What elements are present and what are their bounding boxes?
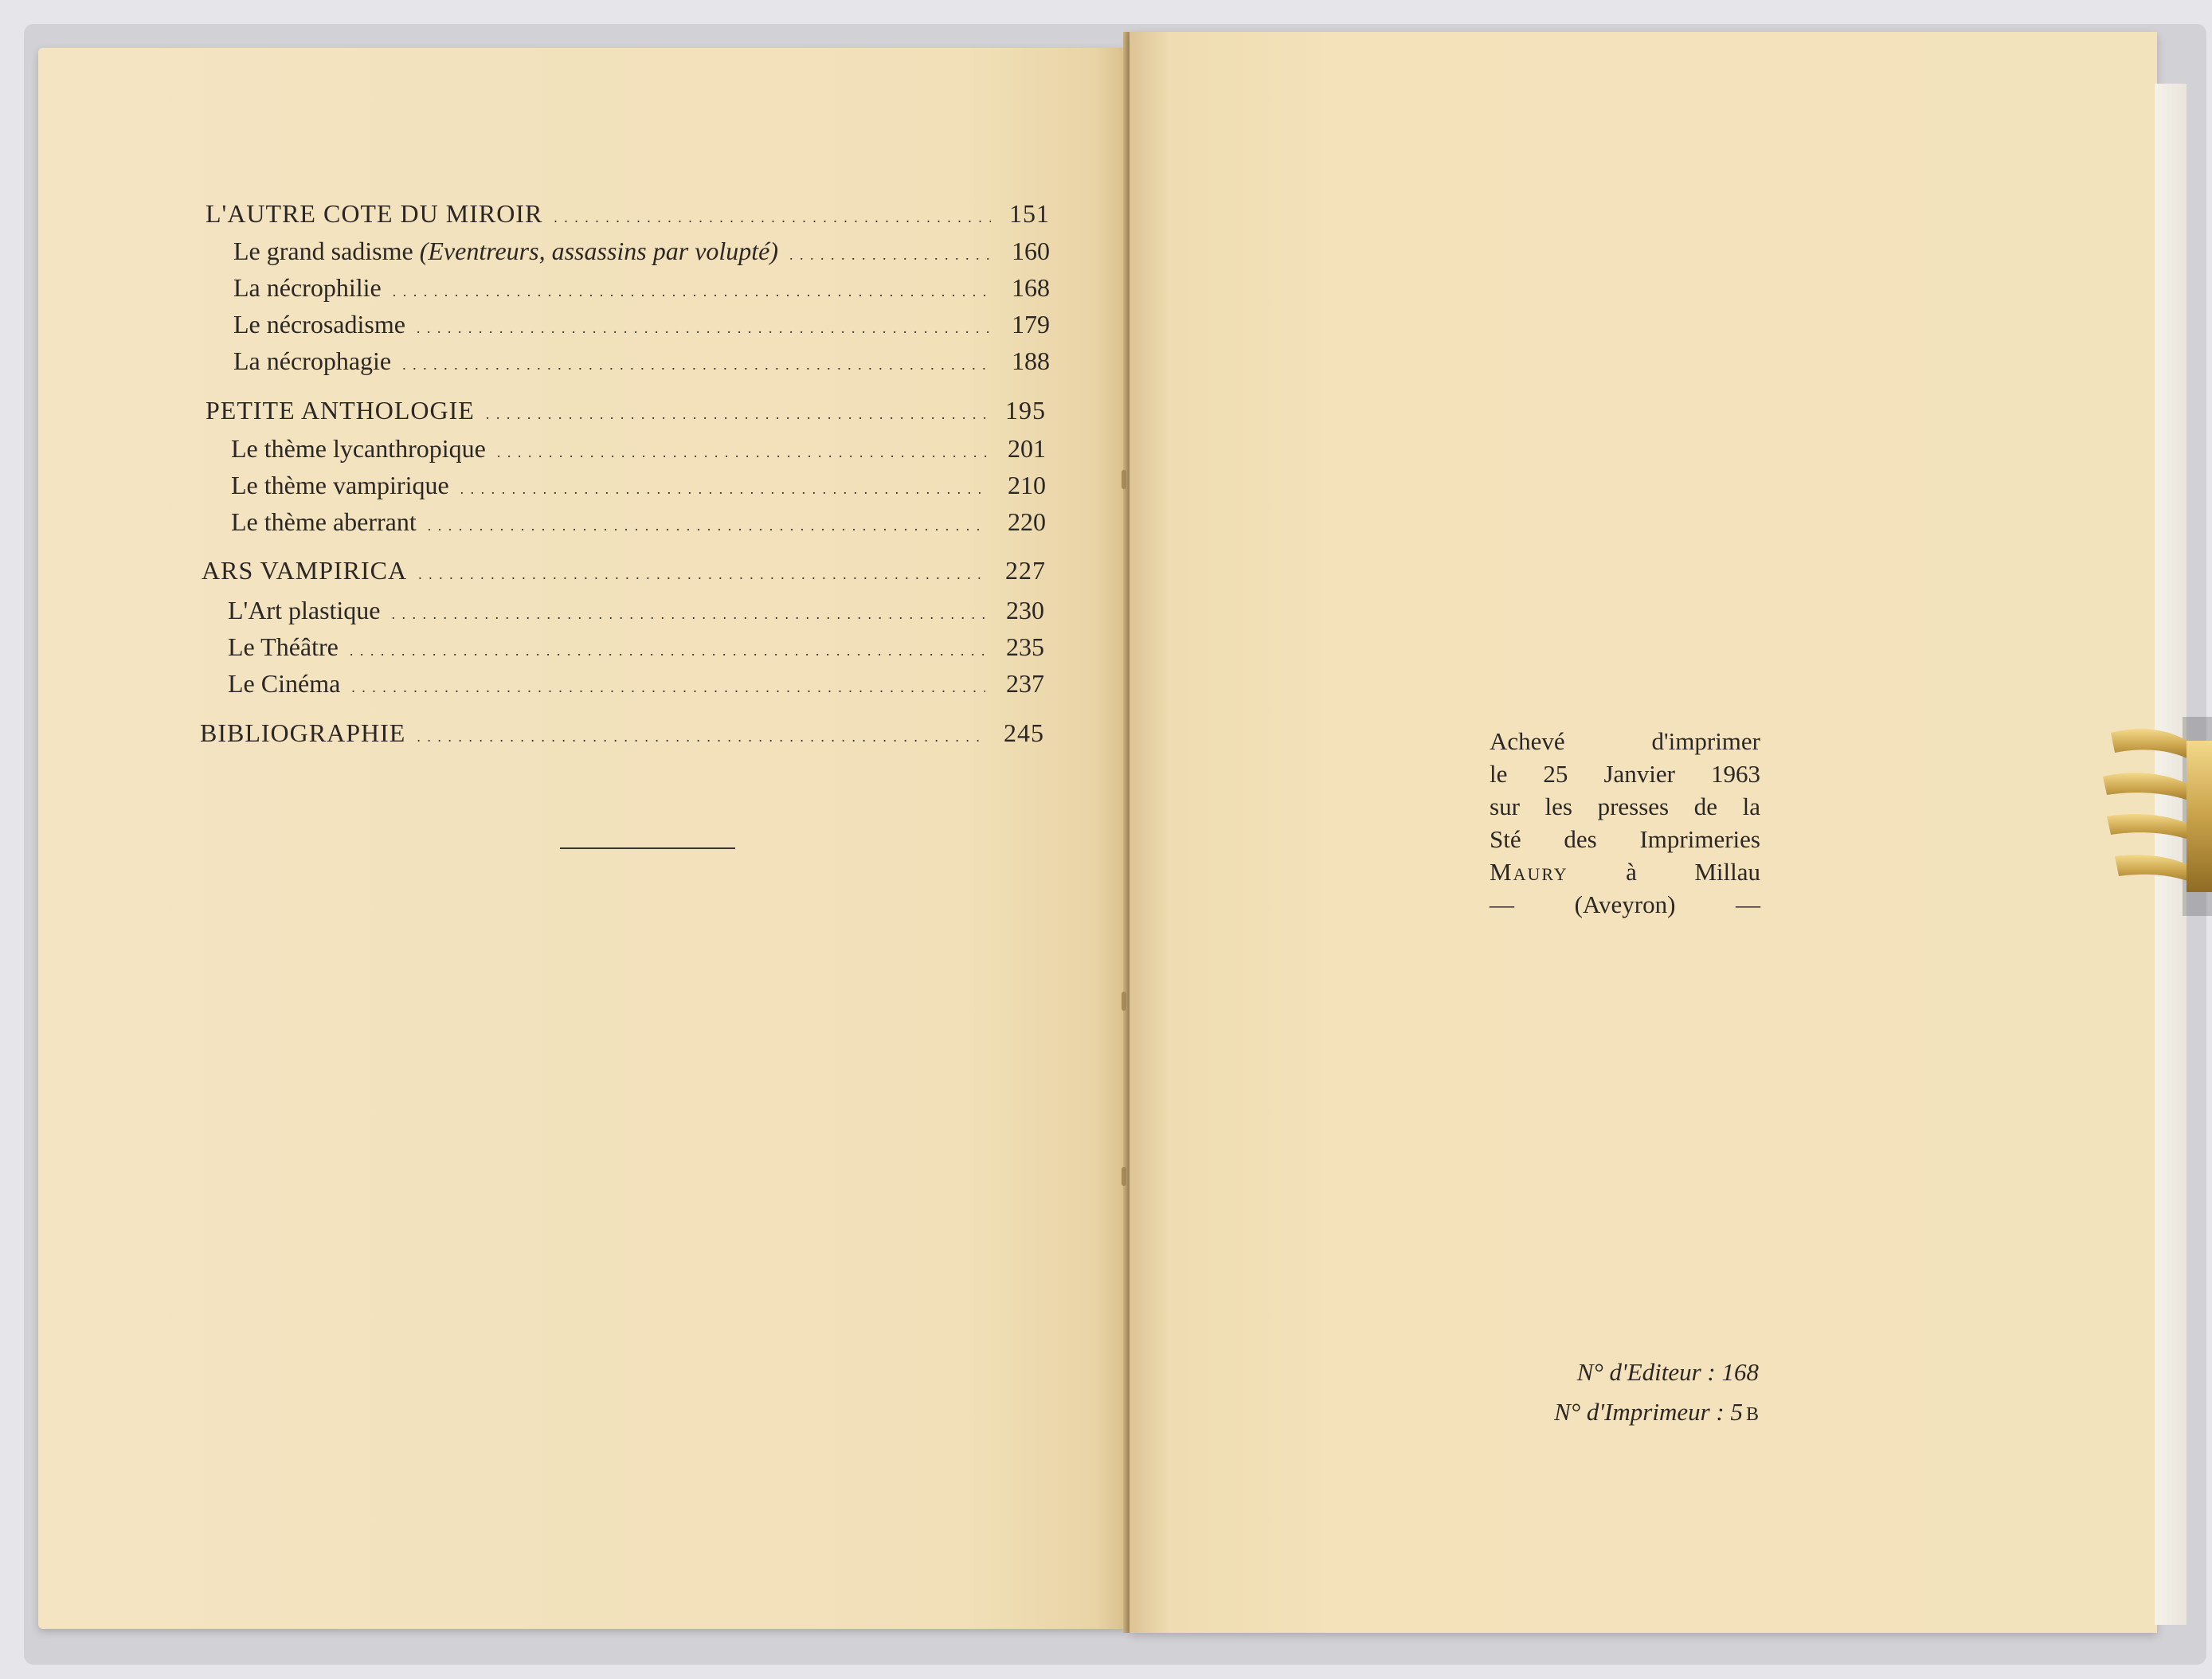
toc-entry <box>228 669 1044 699</box>
edition-numbers <box>1480 1352 1759 1434</box>
toc-entry-page: 160 <box>1012 237 1050 265</box>
binding-stitch <box>1122 470 1126 489</box>
gold-page-clip-icon <box>2079 717 2212 916</box>
toc-entry-title: Le thème aberrant <box>231 507 417 536</box>
toc-entry-title: Le thème vampirique <box>231 471 449 499</box>
toc-entry <box>231 434 1046 464</box>
toc-leader-dots <box>486 396 987 425</box>
toc-entry <box>202 556 1046 585</box>
toc-leader-dots <box>460 471 987 500</box>
toc-entry-page: 195 <box>1005 396 1046 425</box>
toc-entry <box>206 199 1050 229</box>
toc-entry-title: Le grand sadisme (Eventreurs, assassins par volupté) <box>233 237 779 265</box>
toc-entry <box>231 507 1046 537</box>
toc-entry-title: Le Cinéma <box>228 669 341 698</box>
toc-entry-title: Le thème lycanthropique <box>231 434 486 463</box>
toc-entry-page: 151 <box>1009 199 1050 228</box>
toc-entry-page: 210 <box>1008 471 1046 499</box>
toc-entry-page: 188 <box>1012 346 1050 375</box>
colophon-line: Sté des Imprimeries <box>1490 825 1760 853</box>
toc-entry <box>231 471 1046 500</box>
toc-entry-title: ARS VAMPIRICA <box>202 556 408 585</box>
toc-leader-dots <box>428 507 987 537</box>
toc-entry <box>233 346 1050 376</box>
binding-stitch <box>1122 992 1126 1011</box>
toc-leader-dots <box>402 346 991 376</box>
toc-entry-title: Le Théâtre <box>228 632 339 661</box>
toc-entry <box>233 273 1050 303</box>
toc-entry <box>233 310 1050 339</box>
printer-name: Maury <box>1490 858 1568 886</box>
toc-entry-title: La nécrophilie <box>233 273 382 302</box>
toc-entry-page: 227 <box>1005 556 1046 585</box>
toc-entry-page: 168 <box>1012 273 1050 302</box>
toc-entry-page: 179 <box>1012 310 1050 339</box>
editeur-number: N° d'Editeur : 168 <box>1576 1358 1759 1386</box>
toc-entry-title: PETITE ANTHOLOGIE <box>206 396 475 425</box>
colophon-line: le 25 Janvier 1963 <box>1490 760 1760 788</box>
colophon-line: sur les presses de la <box>1490 793 1760 820</box>
toc-entry-title: BIBLIOGRAPHIE <box>200 718 406 747</box>
imprimeur-number: N° d'Imprimeur : 5 B <box>1554 1398 1759 1426</box>
toc-leader-dots <box>351 669 985 699</box>
toc-entry-page: 235 <box>1006 632 1044 661</box>
toc-entry-page: 237 <box>1006 669 1044 698</box>
toc-entry-page: 220 <box>1008 507 1046 536</box>
toc-leader-dots <box>392 596 986 625</box>
toc-entry <box>206 396 1046 425</box>
toc-leader-dots <box>417 718 985 748</box>
toc-entry-subtitle: (Eventreurs, assassins par volupté) <box>419 237 779 265</box>
right-page <box>1129 32 2157 1633</box>
colophon-line: Maury à Millau <box>1490 858 1761 886</box>
toc-entry-title: La nécrophagie <box>233 346 392 375</box>
colophon-line: — (Aveyron) — <box>1490 890 1760 918</box>
toc-leader-dots <box>393 273 991 303</box>
toc-leader-dots <box>497 434 987 464</box>
toc-leader-dots <box>789 237 991 266</box>
colophon-line: Achevé d'imprimer <box>1490 727 1760 755</box>
toc-entry-title: L'Art plastique <box>228 596 381 624</box>
toc-entry-page: 201 <box>1008 434 1046 463</box>
toc-entry <box>200 718 1044 748</box>
toc-entry <box>228 596 1044 625</box>
toc-entry-title: Le nécrosadisme <box>233 310 405 339</box>
toc-leader-dots <box>417 310 991 339</box>
colophon <box>1490 725 1760 921</box>
table-of-contents <box>38 48 1128 1629</box>
toc-entry-page: 245 <box>1004 718 1044 747</box>
toc-entry-title: L'AUTRE COTE DU MIROIR <box>206 199 543 228</box>
toc-end-rule <box>560 847 735 849</box>
toc-leader-dots <box>350 632 985 662</box>
binding-stitch <box>1122 1167 1126 1186</box>
left-page <box>38 48 1128 1629</box>
toc-entry-page: 230 <box>1006 596 1044 624</box>
toc-entry <box>233 237 1050 266</box>
toc-leader-dots <box>554 199 991 229</box>
toc-leader-dots <box>418 556 987 585</box>
toc-entry <box>228 632 1044 662</box>
